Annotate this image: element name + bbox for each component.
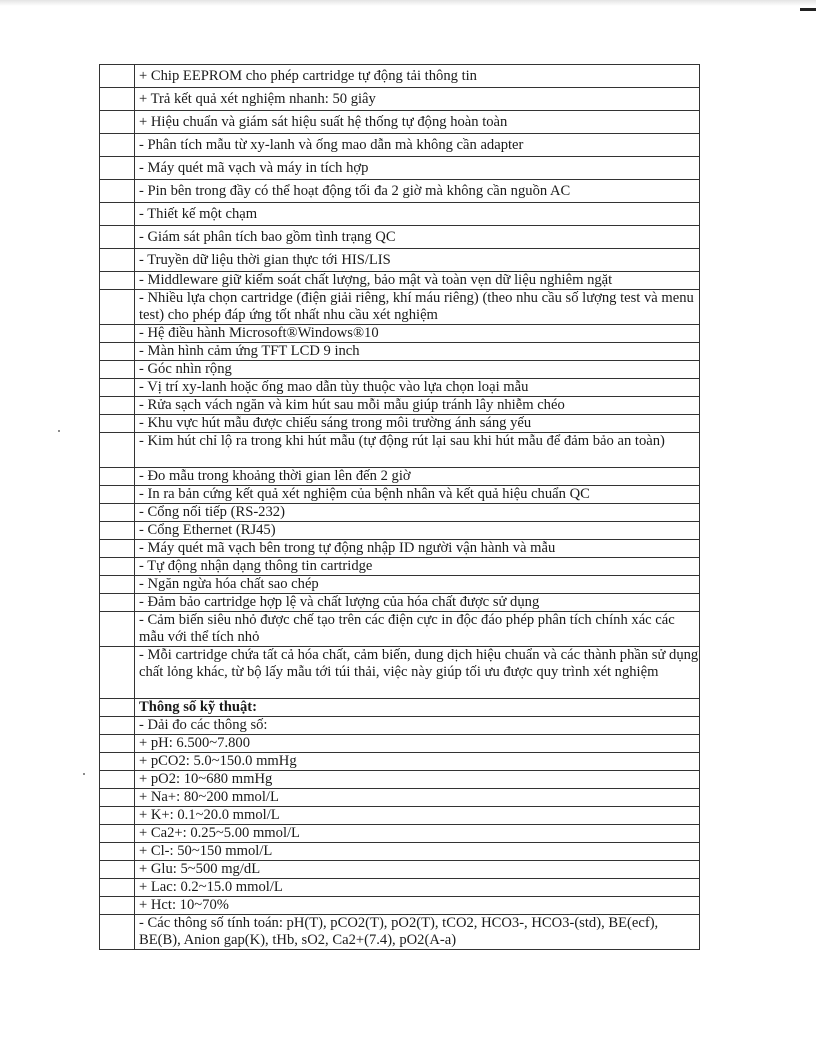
section-heading-cell: Thông số kỹ thuật: <box>135 699 700 717</box>
row-index-cell <box>100 594 135 612</box>
table-row <box>100 843 700 861</box>
row-index-cell <box>100 647 135 699</box>
table-row <box>100 361 700 379</box>
spec-text-cell: - Thiết kế một chạm <box>135 203 700 226</box>
spec-text-cell: - Các thông số tính toán: pH(T), pCO2(T), pO2(T), tCO2, HCO3-, HCO3-(std), BE(ecf), BE(B), Anion gap(K), tHb, sO2, Ca2+(7.4), pO2(A-a) <box>135 915 700 950</box>
spec-text-cell: - Đảm bảo cartridge hợp lệ và chất lượng của hóa chất được sử dụng <box>135 594 700 612</box>
row-index-cell <box>100 134 135 157</box>
row-index-cell <box>100 88 135 111</box>
table-row <box>100 576 700 594</box>
spec-text-cell: - In ra bản cứng kết quả xét nghiệm của bệnh nhân và kết quả hiệu chuẩn QC <box>135 486 700 504</box>
spec-text-cell: - Máy quét mã vạch bên trong tự động nhập ID người vận hành và mẫu <box>135 540 700 558</box>
row-index-cell <box>100 789 135 807</box>
spec-text-cell: - Hệ điều hành Microsoft®Windows®10 <box>135 325 700 343</box>
row-index-cell <box>100 290 135 325</box>
row-index-cell <box>100 325 135 343</box>
spec-text-cell: + K+: 0.1~20.0 mmol/L <box>135 807 700 825</box>
table-row <box>100 180 700 203</box>
row-index-cell <box>100 361 135 379</box>
row-index-cell <box>100 843 135 861</box>
row-index-cell <box>100 397 135 415</box>
spec-text-cell: - Vị trí xy-lanh hoặc ống mao dẫn tùy thuộc vào lựa chọn loại mẫu <box>135 379 700 397</box>
table-row <box>100 789 700 807</box>
row-index-cell <box>100 415 135 433</box>
row-index-cell <box>100 897 135 915</box>
row-index-cell <box>100 699 135 717</box>
row-index-cell <box>100 226 135 249</box>
table-row <box>100 735 700 753</box>
spec-text-cell: + Na+: 80~200 mmol/L <box>135 789 700 807</box>
row-index-cell <box>100 504 135 522</box>
row-index-cell <box>100 753 135 771</box>
row-index-cell <box>100 576 135 594</box>
table-row <box>100 226 700 249</box>
spec-text-cell: - Pin bên trong đầy có thể hoạt động tối đa 2 giờ mà không cần nguồn AC <box>135 180 700 203</box>
row-index-cell <box>100 540 135 558</box>
spec-text-cell: + pO2: 10~680 mmHg <box>135 771 700 789</box>
row-index-cell <box>100 343 135 361</box>
table-row <box>100 717 700 735</box>
row-index-cell <box>100 272 135 290</box>
table-row <box>100 540 700 558</box>
row-index-cell <box>100 879 135 897</box>
row-index-cell <box>100 65 135 88</box>
spec-text-cell: - Đo mẫu trong khoảng thời gian lên đến 2 giờ <box>135 468 700 486</box>
row-index-cell <box>100 203 135 226</box>
table-row <box>100 379 700 397</box>
row-index-cell <box>100 433 135 468</box>
spec-text-cell: - Góc nhìn rộng <box>135 361 700 379</box>
spec-text-cell: - Truyền dữ liệu thời gian thực tới HIS/LIS <box>135 249 700 272</box>
table-row <box>100 325 700 343</box>
scan-speck <box>83 773 85 775</box>
table-row <box>100 272 700 290</box>
spec-text-cell: + pH: 6.500~7.800 <box>135 735 700 753</box>
spec-text-cell: - Cổng Ethernet (RJ45) <box>135 522 700 540</box>
table-row <box>100 134 700 157</box>
specification-table <box>99 64 700 950</box>
spec-text-cell: - Giám sát phân tích bao gồm tình trạng QC <box>135 226 700 249</box>
table-row <box>100 594 700 612</box>
spec-text-cell: - Kim hút chỉ lộ ra trong khi hút mẫu (tự động rút lại sau khi hút mẫu để đảm bảo an toàn) <box>135 433 700 468</box>
row-index-cell <box>100 807 135 825</box>
table-row <box>100 433 700 468</box>
table-row <box>100 157 700 180</box>
table-row <box>100 612 700 647</box>
table-row <box>100 915 700 950</box>
spec-text-cell: + Glu: 5~500 mg/dL <box>135 861 700 879</box>
spec-text-cell: - Máy quét mã vạch và máy in tích hợp <box>135 157 700 180</box>
spec-text-cell: + Chip EEPROM cho phép cartridge tự động tải thông tin <box>135 65 700 88</box>
row-index-cell <box>100 522 135 540</box>
spec-text-cell: + Ca2+: 0.25~5.00 mmol/L <box>135 825 700 843</box>
row-index-cell <box>100 111 135 134</box>
spec-text-cell: - Dải đo các thông số: <box>135 717 700 735</box>
scan-top-edge <box>0 0 816 6</box>
table-row <box>100 111 700 134</box>
table-row <box>100 504 700 522</box>
row-index-cell <box>100 180 135 203</box>
table-row <box>100 290 700 325</box>
specification-table-body <box>100 65 700 950</box>
table-row <box>100 753 700 771</box>
table-row <box>100 415 700 433</box>
spec-text-cell: + Hiệu chuẩn và giám sát hiệu suất hệ thống tự động hoàn toàn <box>135 111 700 134</box>
table-row <box>100 397 700 415</box>
spec-text-cell: - Nhiều lựa chọn cartridge (điện giải riêng, khí máu riêng) (theo nhu cầu số lượng test và menu test) cho phép đáp ứng tốt nhất nhu cầu xét nghiệm <box>135 290 700 325</box>
spec-text-cell: - Phân tích mẫu từ xy-lanh và ống mao dẫn mà không cần adapter <box>135 134 700 157</box>
row-index-cell <box>100 915 135 950</box>
row-index-cell <box>100 486 135 504</box>
row-index-cell <box>100 468 135 486</box>
table-row <box>100 65 700 88</box>
table-row <box>100 825 700 843</box>
table-row <box>100 861 700 879</box>
spec-text-cell: - Cổng nối tiếp (RS-232) <box>135 504 700 522</box>
spec-text-cell: + Lac: 0.2~15.0 mmol/L <box>135 879 700 897</box>
row-index-cell <box>100 558 135 576</box>
table-row <box>100 879 700 897</box>
spec-text-cell: - Khu vực hút mẫu được chiếu sáng trong môi trường ánh sáng yếu <box>135 415 700 433</box>
spec-text-cell: - Tự động nhận dạng thông tin cartridge <box>135 558 700 576</box>
row-index-cell <box>100 157 135 180</box>
spec-text-cell: - Middleware giữ kiểm soát chất lượng, bảo mật và toàn vẹn dữ liệu nghiêm ngặt <box>135 272 700 290</box>
scan-speck <box>58 430 60 432</box>
row-index-cell <box>100 612 135 647</box>
table-row <box>100 486 700 504</box>
spec-text-cell: - Màn hình cảm ứng TFT LCD 9 inch <box>135 343 700 361</box>
table-row <box>100 807 700 825</box>
table-row <box>100 88 700 111</box>
table-row <box>100 203 700 226</box>
spec-text-cell: - Cảm biến siêu nhỏ được chế tạo trên các điện cực in độc đáo phép phân tích chính xác các mẫu với thể tích nhỏ <box>135 612 700 647</box>
spec-text-cell: + Hct: 10~70% <box>135 897 700 915</box>
row-index-cell <box>100 249 135 272</box>
table-row <box>100 558 700 576</box>
table-row <box>100 897 700 915</box>
spec-text-cell: - Ngăn ngừa hóa chất sao chép <box>135 576 700 594</box>
table-row <box>100 647 700 699</box>
row-index-cell <box>100 771 135 789</box>
spec-text-cell: - Rửa sạch vách ngăn và kim hút sau mỗi mẫu giúp tránh lây nhiễm chéo <box>135 397 700 415</box>
table-row <box>100 771 700 789</box>
spec-text-cell: + Trả kết quả xét nghiệm nhanh: 50 giây <box>135 88 700 111</box>
row-index-cell <box>100 717 135 735</box>
row-index-cell <box>100 825 135 843</box>
table-row <box>100 522 700 540</box>
spec-text-cell: + Cl-: 50~150 mmol/L <box>135 843 700 861</box>
spec-text-cell: + pCO2: 5.0~150.0 mmHg <box>135 753 700 771</box>
row-index-cell <box>100 861 135 879</box>
table-row <box>100 249 700 272</box>
table-row <box>100 343 700 361</box>
scan-corner-mark <box>800 8 816 11</box>
table-row <box>100 468 700 486</box>
spec-text-cell: - Mỗi cartridge chứa tất cả hóa chất, cảm biến, dung dịch hiệu chuẩn và các thành phần sử dụng chất lỏng khác, từ bộ lấy mẫu tới túi thải, việc này giúp tối ưu được quy trình xét nghiệm <box>135 647 700 699</box>
row-index-cell <box>100 379 135 397</box>
table-row <box>100 699 700 717</box>
row-index-cell <box>100 735 135 753</box>
